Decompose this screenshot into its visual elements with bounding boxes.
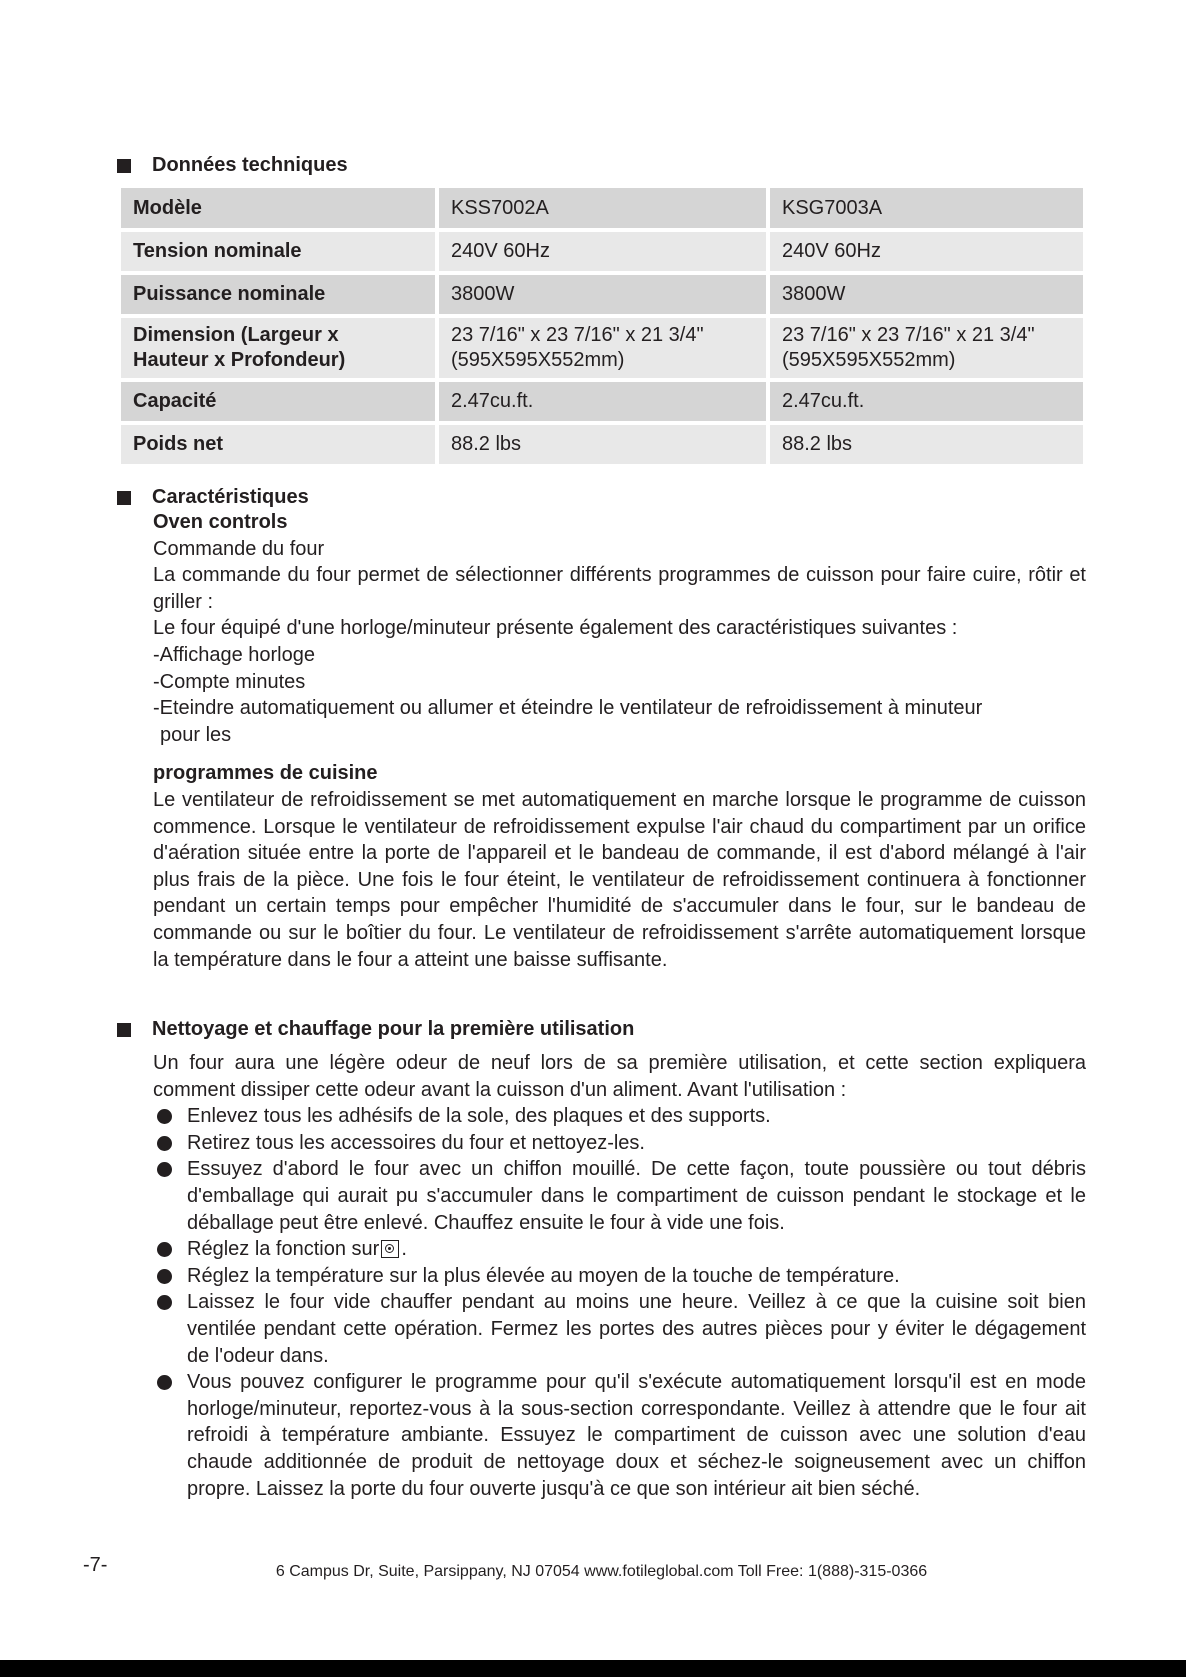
list-item [153, 1130, 1086, 1157]
bullet-dot-icon [157, 1269, 172, 1284]
square-bullet-icon [117, 1023, 131, 1037]
feature-item: -Compte minutes [153, 670, 306, 693]
step-text: Réglez la température sur la plus élevée au moyen de la touche de température. [187, 1264, 900, 1287]
fan-paragraph: Le ventilateur de refroidissement se met automatiquement en marche lorsque le programme de cuisson commence. Lorsque le ventilateur de refroidissement expulse l'air chaud du compartiment par un orifice d'aération située entre la porte de l'appareil et le bandeau de commande, il est d'abord mélangé à l'air plus frais de la pièce. Une fois le four éteint, le ventilateur de refroidissement continuera à fonctionner pendant un certain temps pour empêcher l'humidité de s'accumuler dans le four, sur le bandeau de commande ou sur le boîtier du four. Le ventilateur de refroidissement s'arrête automatiquement lorsque la température dans le four a atteint une baisse suffisante. [153, 788, 1086, 971]
spec-label: Capacité [121, 382, 435, 421]
list-item [153, 1236, 1086, 1263]
bullet-dot-icon [157, 1375, 172, 1390]
spec-label: Modèle [121, 188, 435, 228]
table-row [121, 275, 1083, 314]
bullet-dot-icon [157, 1242, 172, 1257]
cleaning-body [153, 1050, 1086, 1502]
list-item [153, 1263, 1086, 1290]
spec-label [121, 318, 435, 378]
tech-section-heading [117, 154, 348, 177]
spec-value-ksg: 3800W [766, 275, 1083, 314]
spec-value-ksg [766, 318, 1083, 378]
spec-value-line2: (595X595X552mm) [782, 349, 956, 371]
spec-value-line2: (595X595X552mm) [451, 349, 625, 371]
spec-label-line1: Dimension (Largeur x [133, 324, 339, 346]
table-row [121, 188, 1083, 228]
oven-controls-line: Commande du four [153, 537, 325, 560]
feature-item-continuation: pour les [160, 723, 232, 746]
feature-item: -Eteindre automatiquement ou allumer et éteindre le ventilateur de refroidissement à minuteur [153, 697, 983, 720]
features-paragraph: Le four équipé d'une horloge/minuteur présente également des caractéristiques suivantes : [153, 617, 958, 640]
features-paragraph: La commande du four permet de sélectionner différents programmes de cuisson pour faire cuire, rôtir et griller : [153, 564, 1086, 613]
features-section-heading [117, 486, 309, 509]
step-text: Réglez la fonction sur [187, 1238, 380, 1261]
list-item [153, 1289, 1086, 1369]
step-text: Enlevez tous les adhésifs de la sole, des plaques et des supports. [187, 1105, 771, 1128]
bullet-dot-icon [157, 1295, 172, 1310]
spec-value-ksg: KSG7003A [766, 188, 1083, 228]
bullet-dot-icon [157, 1136, 172, 1151]
specs-table [121, 184, 1083, 468]
list-item [153, 1369, 1086, 1502]
features-section-title: Caractéristiques [152, 486, 309, 508]
bullet-dot-icon [157, 1162, 172, 1177]
table-row [121, 382, 1083, 421]
footer-address: 6 Campus Dr, Suite, Parsippany, NJ 07054 www.fotileglobal.com Toll Free: 1(888)-315-0366 [275, 1563, 928, 1580]
spec-label: Tension nominale [121, 232, 435, 271]
spec-label: Puissance nominale [121, 275, 435, 314]
page-number: -7- [83, 1554, 108, 1576]
spec-value-kss: KSS7002A [435, 188, 766, 228]
feature-item: -Affichage horloge [153, 643, 315, 666]
square-bullet-icon [117, 491, 131, 505]
bottom-edge-bar [0, 1660, 1186, 1677]
tech-section-title: Données techniques [152, 154, 348, 176]
spec-value-line1: 23 7/16" x 23 7/16" x 21 3/4" [782, 324, 1035, 346]
spec-label: Poids net [121, 425, 435, 464]
table-row [121, 318, 1083, 378]
oven-controls-subtitle: Oven controls [153, 511, 288, 533]
features-body [153, 509, 1086, 973]
spec-value-ksg: 2.47cu.ft. [766, 382, 1083, 421]
spec-value-line1: 23 7/16" x 23 7/16" x 21 3/4" [451, 324, 704, 346]
list-item [153, 1156, 1086, 1236]
spec-value-kss: 88.2 lbs [435, 425, 766, 464]
cleaning-intro: Un four aura une légère odeur de neuf lors de sa première utilisation, et cette section expliquera comment dissiper cette odeur avant la cuisson d'un aliment. Avant l'utilisation : [153, 1052, 1086, 1101]
cleaning-section-heading [117, 1018, 634, 1041]
spec-value-ksg: 88.2 lbs [766, 425, 1083, 464]
list-item [153, 1103, 1086, 1130]
spec-value-kss: 2.47cu.ft. [435, 382, 766, 421]
spec-value-ksg: 240V 60Hz [766, 232, 1083, 271]
square-bullet-icon [117, 159, 131, 173]
step-text: Retirez tous les accessoires du four et nettoyez-les. [187, 1131, 645, 1154]
table-row [121, 425, 1083, 464]
step-text: Laissez le four vide chauffer pendant au moins une heure. Veillez à ce que la cuisine soit bien ventilée pendant cette opération. Fermez les portes des autres pièces pour y éviter le dégagement de l'odeur dans. [187, 1291, 1086, 1367]
spec-value-kss [435, 318, 766, 378]
spec-label-line2: Hauteur x Profondeur) [133, 349, 346, 371]
oven-function-icon [381, 1240, 399, 1258]
cleaning-section-title: Nettoyage et chauffage pour la première utilisation [152, 1018, 635, 1040]
step-text-end: . [401, 1238, 407, 1261]
table-row [121, 232, 1083, 271]
cooking-programs-subtitle: programmes de cuisine [153, 762, 378, 785]
spec-value-kss: 240V 60Hz [435, 232, 766, 271]
bullet-dot-icon [157, 1109, 172, 1124]
spec-value-kss: 3800W [435, 275, 766, 314]
cleaning-steps-list [153, 1103, 1086, 1502]
step-text: Vous pouvez configurer le programme pour qu'il s'exécute automatiquement lorsqu'il est en mode horloge/minuteur, reportez-vous à la sous-section correspondante. Veillez à attendre que le four ait refroidi à température ambiante. Essuyez le compartiment de cuisson avec une solution d'eau chaude additionnée de produit de nettoyage doux et séchez-le soigneusement avec un chiffon propre. Laissez la porte du four ouverte jusqu'à ce que son intérieur ait bien séché. [187, 1371, 1086, 1500]
step-text: Essuyez d'abord le four avec un chiffon mouillé. De cette façon, toute poussière ou tout débris d'emballage qui aurait pu s'accumuler dans le compartiment de cuisson pendant le stockage et le déballage peut être enlevé. Chauffez ensuite le four à vide une fois. [187, 1158, 1086, 1234]
